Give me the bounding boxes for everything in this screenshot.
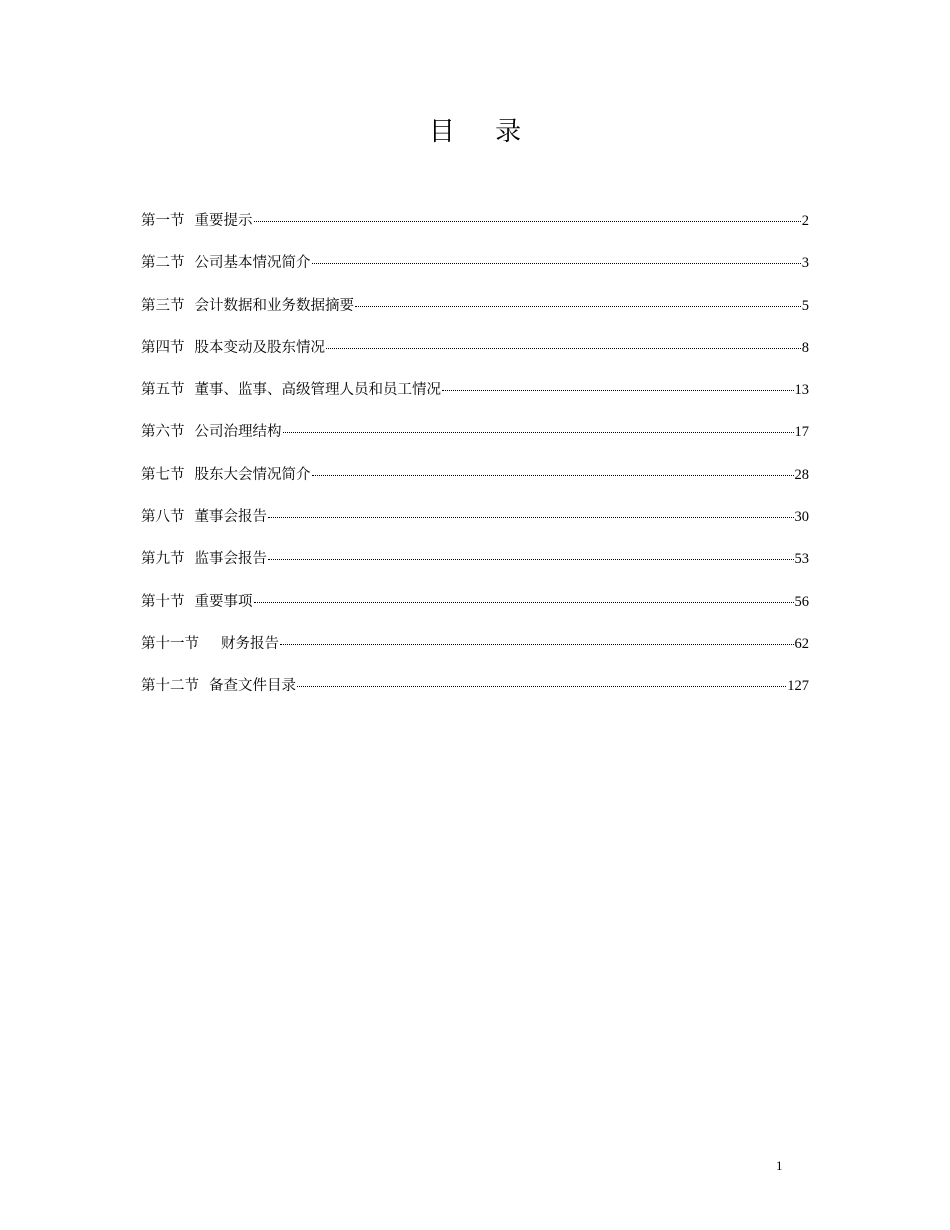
toc-section-title: 监事会报告	[194, 551, 267, 568]
toc-entry[interactable]	[141, 335, 809, 377]
toc-section-title: 重要事项	[194, 593, 253, 610]
toc-section-title: 股本变动及股东情况	[194, 339, 325, 356]
toc-page-number: 13	[794, 382, 809, 399]
toc-entry[interactable]	[141, 673, 809, 715]
page-title: 目 录	[428, 117, 538, 147]
toc-entry[interactable]	[141, 419, 809, 461]
toc-entry[interactable]	[141, 504, 809, 546]
toc-entry[interactable]	[141, 462, 809, 504]
toc-entry[interactable]	[141, 631, 809, 673]
toc-section-title: 财务报告	[221, 635, 279, 652]
toc-section-number: 第六节	[141, 424, 185, 441]
toc-leader-dots	[312, 247, 801, 264]
toc-section-title: 公司治理结构	[194, 424, 282, 441]
toc-page-number: 28	[794, 466, 809, 483]
toc-leader-dots	[280, 628, 794, 645]
toc-leader-dots	[312, 459, 794, 476]
toc-section-number: 第九节	[141, 551, 185, 568]
toc-section-number: 第五节	[141, 382, 185, 399]
toc-page-number: 8	[801, 339, 809, 356]
toc-page-number: 53	[794, 551, 809, 568]
toc-section-title: 会计数据和业务数据摘要	[194, 297, 354, 314]
toc-section-number: 第十二节	[141, 678, 199, 695]
toc-leader-dots	[442, 374, 794, 391]
toc-entry[interactable]	[141, 250, 809, 292]
toc-section-number: 第十一节	[141, 635, 199, 652]
toc-section-number: 第四节	[141, 339, 185, 356]
toc-section-title: 备查文件目录	[209, 678, 296, 695]
toc-page-number: 5	[801, 297, 809, 314]
toc-section-title: 公司基本情况简介	[194, 255, 311, 272]
toc-section-number: 第二节	[141, 255, 185, 272]
toc-section-title: 董事、监事、高级管理人员和员工情况	[194, 382, 441, 399]
toc-page-number: 17	[794, 424, 809, 441]
toc-page-number: 127	[787, 678, 809, 695]
toc-section-title: 董事会报告	[194, 509, 267, 526]
toc-section-number: 第八节	[141, 509, 185, 526]
toc-entry[interactable]	[141, 546, 809, 588]
toc-page-number: 30	[794, 509, 809, 526]
toc-page-number: 3	[801, 255, 809, 272]
toc-leader-dots	[268, 543, 794, 560]
page-number: 1	[776, 1158, 783, 1173]
toc-entry[interactable]	[141, 377, 809, 419]
toc-page-number: 56	[794, 593, 809, 610]
toc-section-title: 重要提示	[194, 213, 253, 229]
toc-leader-dots	[254, 586, 794, 603]
toc-entry[interactable]	[141, 293, 809, 335]
toc-page-number: 2	[801, 213, 809, 229]
toc-entry[interactable]	[141, 208, 809, 250]
toc-leader-dots	[283, 416, 794, 433]
toc-entry[interactable]	[141, 589, 809, 631]
toc-section-number: 第七节	[141, 466, 185, 483]
toc-leader-dots	[297, 670, 786, 687]
toc-page-number: 62	[794, 635, 809, 652]
toc-section-title: 股东大会情况简介	[194, 466, 311, 483]
toc-section-number: 第三节	[141, 297, 185, 314]
table-of-contents	[141, 208, 809, 716]
toc-section-number: 第一节	[141, 213, 185, 229]
toc-leader-dots	[326, 332, 801, 349]
toc-leader-dots	[268, 501, 794, 518]
toc-section-number: 第十节	[141, 593, 185, 610]
toc-leader-dots	[254, 205, 801, 222]
toc-leader-dots	[355, 290, 801, 307]
